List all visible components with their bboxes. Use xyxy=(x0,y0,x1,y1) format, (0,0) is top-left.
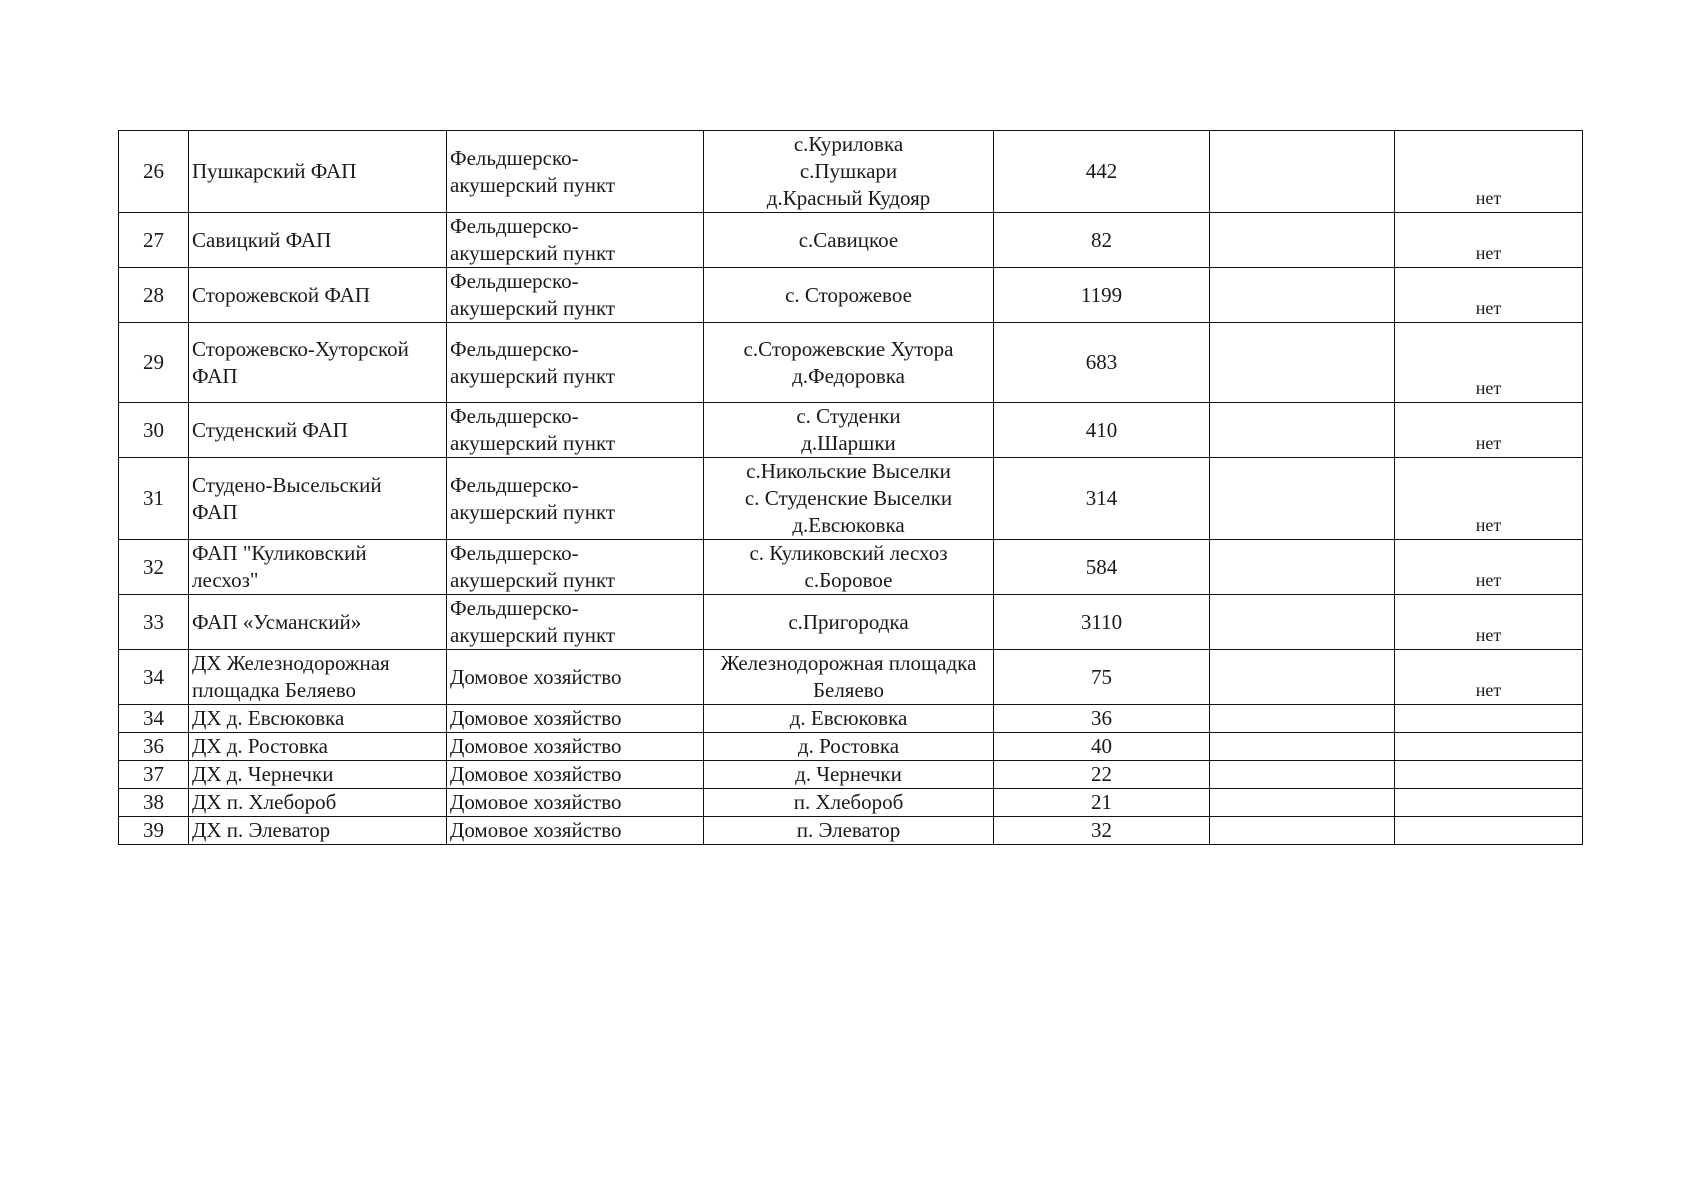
settlements xyxy=(704,213,994,268)
status-cell: нет xyxy=(1395,323,1583,403)
settlements-line: Беляево xyxy=(812,678,885,702)
empty-cell xyxy=(1210,789,1395,817)
empty-cell xyxy=(1210,733,1395,761)
settlements-line: Железнодорожная площадка xyxy=(720,651,977,675)
settlements-line: с.Пригородка xyxy=(788,609,909,634)
table-row xyxy=(119,213,1583,268)
settlements-line: с. Куликовский лесхоз xyxy=(749,541,948,565)
empty-cell xyxy=(1210,540,1395,595)
status-cell: нет xyxy=(1395,403,1583,458)
facility-name-line: Студено-Высельский xyxy=(192,472,382,497)
facility-name-line: ФАП «Усманский» xyxy=(192,609,362,634)
empty-cell xyxy=(1210,403,1395,458)
facility-type-line: акушерский пункт xyxy=(450,623,616,647)
settlements-line: с.Сторожевские Хутора xyxy=(743,336,954,361)
population-count: 442 xyxy=(994,131,1210,213)
population-count: 410 xyxy=(994,403,1210,458)
settlements-line: с.Боровое xyxy=(804,568,893,592)
facility-name-line: ДХ п. Элеватор xyxy=(192,818,331,842)
facility-type xyxy=(447,323,704,403)
facility-name-line: ФАП xyxy=(192,499,238,524)
population-count: 32 xyxy=(994,817,1210,845)
settlements-line: п. Элеватор xyxy=(796,818,901,842)
settlements-line: д.Шаршки xyxy=(801,431,896,455)
settlements xyxy=(704,131,994,213)
facility-type-line: акушерский пункт xyxy=(450,296,616,320)
facility-name xyxy=(189,403,447,458)
facility-type xyxy=(447,213,704,268)
population-count: 40 xyxy=(994,733,1210,761)
facility-type xyxy=(447,403,704,458)
facility-name-line: Студенский ФАП xyxy=(192,417,348,442)
status-cell xyxy=(1395,705,1583,733)
row-number: 29 xyxy=(119,323,189,403)
empty-cell xyxy=(1210,817,1395,845)
status-cell xyxy=(1395,817,1583,845)
table-row xyxy=(119,268,1583,323)
facility-type-line: акушерский пункт xyxy=(450,172,616,197)
facility-type-line: Домовое хозяйство xyxy=(450,664,622,689)
facility-name xyxy=(189,595,447,650)
table-row xyxy=(119,817,1583,845)
facility-name-line: Пушкарский ФАП xyxy=(192,159,357,183)
facility-name xyxy=(189,213,447,268)
facility-type-line: акушерский пункт xyxy=(450,431,616,455)
facility-type-line: Фельдшерско- xyxy=(450,472,579,497)
facility-type-line: Домовое хозяйство xyxy=(450,734,622,758)
facility-name-line: ДХ д. Евсюковка xyxy=(192,706,345,730)
facility-name xyxy=(189,323,447,403)
facility-type xyxy=(447,595,704,650)
settlements-line: д.Евсюковка xyxy=(792,513,905,537)
table-row xyxy=(119,733,1583,761)
facility-type xyxy=(447,789,704,817)
table-row xyxy=(119,705,1583,733)
table-row xyxy=(119,403,1583,458)
table-row xyxy=(119,540,1583,595)
population-count: 584 xyxy=(994,540,1210,595)
facilities-table xyxy=(118,130,1583,845)
empty-cell xyxy=(1210,761,1395,789)
table-row xyxy=(119,650,1583,705)
facility-type-line: Фельдшерско- xyxy=(450,336,579,361)
settlements-line: д. Ростовка xyxy=(797,734,900,758)
facility-name xyxy=(189,268,447,323)
facility-name xyxy=(189,761,447,789)
row-number: 30 xyxy=(119,403,189,458)
table-body xyxy=(119,131,1583,845)
population-count: 314 xyxy=(994,458,1210,540)
facility-type-line: Фельдшерско- xyxy=(450,214,579,238)
facility-name-line: ДХ д. Ростовка xyxy=(192,734,328,758)
settlements xyxy=(704,540,994,595)
facility-type xyxy=(447,817,704,845)
table-row xyxy=(119,761,1583,789)
settlements xyxy=(704,595,994,650)
status-cell xyxy=(1395,733,1583,761)
facility-name xyxy=(189,789,447,817)
settlements-line: с.Куриловка xyxy=(793,132,904,156)
empty-cell xyxy=(1210,131,1395,213)
facility-type xyxy=(447,458,704,540)
table-row xyxy=(119,131,1583,213)
empty-cell xyxy=(1210,213,1395,268)
facility-name xyxy=(189,705,447,733)
facility-type xyxy=(447,761,704,789)
facility-name-line: ДХ Железнодорожная xyxy=(192,651,390,675)
row-number: 26 xyxy=(119,131,189,213)
table-row xyxy=(119,323,1583,403)
settlements xyxy=(704,789,994,817)
facility-type-line: акушерский пункт xyxy=(450,499,616,524)
row-number: 39 xyxy=(119,817,189,845)
facility-type-line: Домовое хозяйство xyxy=(450,818,622,842)
empty-cell xyxy=(1210,458,1395,540)
facility-name xyxy=(189,650,447,705)
facility-name-line: лесхоз" xyxy=(192,568,259,592)
facility-name-line: площадка Беляево xyxy=(192,678,356,702)
population-count: 683 xyxy=(994,323,1210,403)
empty-cell xyxy=(1210,268,1395,323)
facility-type xyxy=(447,705,704,733)
facility-name xyxy=(189,131,447,213)
facility-name xyxy=(189,540,447,595)
settlements xyxy=(704,705,994,733)
facility-type xyxy=(447,131,704,213)
row-number: 38 xyxy=(119,789,189,817)
status-cell: нет xyxy=(1395,268,1583,323)
status-cell: нет xyxy=(1395,650,1583,705)
population-count: 21 xyxy=(994,789,1210,817)
row-number: 32 xyxy=(119,540,189,595)
facility-name-line: Савицкий ФАП xyxy=(192,227,332,252)
table-row xyxy=(119,458,1583,540)
facility-type-line: Домовое хозяйство xyxy=(450,706,622,730)
settlements-line: д.Федоровка xyxy=(792,363,905,388)
status-cell: нет xyxy=(1395,213,1583,268)
settlements-line: с. Сторожевое xyxy=(785,282,912,307)
row-number: 34 xyxy=(119,705,189,733)
empty-cell xyxy=(1210,595,1395,650)
population-count: 36 xyxy=(994,705,1210,733)
settlements-line: с.Никольские Выселки xyxy=(746,459,951,483)
population-count: 82 xyxy=(994,213,1210,268)
row-number: 27 xyxy=(119,213,189,268)
table-row xyxy=(119,789,1583,817)
status-cell xyxy=(1395,761,1583,789)
row-number: 31 xyxy=(119,458,189,540)
status-cell: нет xyxy=(1395,458,1583,540)
facility-name-line: Сторожевской ФАП xyxy=(192,282,370,307)
status-cell: нет xyxy=(1395,595,1583,650)
settlements-line: д.Красный Кудояр xyxy=(766,186,931,210)
row-number: 33 xyxy=(119,595,189,650)
population-count: 22 xyxy=(994,761,1210,789)
settlements-line: с.Савицкое xyxy=(798,227,899,252)
empty-cell xyxy=(1210,323,1395,403)
empty-cell xyxy=(1210,705,1395,733)
facility-type xyxy=(447,650,704,705)
facility-type-line: Фельдшерско- xyxy=(450,145,579,170)
settlements xyxy=(704,817,994,845)
settlements xyxy=(704,268,994,323)
row-number: 34 xyxy=(119,650,189,705)
population-count: 1199 xyxy=(994,268,1210,323)
empty-cell xyxy=(1210,650,1395,705)
table-row xyxy=(119,595,1583,650)
facility-type-line: Домовое хозяйство xyxy=(450,790,622,814)
facility-name xyxy=(189,733,447,761)
facility-type-line: Фельдшерско- xyxy=(450,596,579,620)
facility-type xyxy=(447,268,704,323)
settlements-line: с. Студенки xyxy=(796,404,901,428)
status-cell: нет xyxy=(1395,131,1583,213)
row-number: 37 xyxy=(119,761,189,789)
facility-name-line: Сторожевско-Хуторской xyxy=(192,336,409,361)
population-count: 3110 xyxy=(994,595,1210,650)
facility-type xyxy=(447,540,704,595)
facility-name-line: ДХ п. Хлебороб xyxy=(192,790,337,814)
row-number: 36 xyxy=(119,733,189,761)
facility-name xyxy=(189,458,447,540)
facility-type-line: Домовое хозяйство xyxy=(450,762,622,786)
facility-type xyxy=(447,733,704,761)
settlements-line: д. Чернечки xyxy=(795,762,902,786)
status-cell: нет xyxy=(1395,540,1583,595)
facility-type-line: акушерский пункт xyxy=(450,568,616,592)
settlements-line: с.Пушкари xyxy=(799,159,898,183)
facility-type-line: акушерский пункт xyxy=(450,363,616,388)
row-number: 28 xyxy=(119,268,189,323)
facility-type-line: Фельдшерско- xyxy=(450,269,579,293)
facility-name-line: ДХ д. Чернечки xyxy=(192,762,334,786)
settlements xyxy=(704,458,994,540)
facility-name xyxy=(189,817,447,845)
settlements xyxy=(704,650,994,705)
settlements-line: п. Хлебороб xyxy=(793,790,904,814)
settlements-line: с. Студенские Выселки xyxy=(744,486,953,510)
population-count: 75 xyxy=(994,650,1210,705)
facility-name-line: ФАП "Куликовский xyxy=(192,541,367,565)
status-cell xyxy=(1395,789,1583,817)
settlements-line: д. Евсюковка xyxy=(789,706,908,730)
settlements xyxy=(704,323,994,403)
settlements xyxy=(704,403,994,458)
facility-name-line: ФАП xyxy=(192,363,238,388)
facility-type-line: Фельдшерско- xyxy=(450,404,579,428)
facility-type-line: акушерский пункт xyxy=(450,241,616,265)
settlements xyxy=(704,733,994,761)
settlements xyxy=(704,761,994,789)
facility-type-line: Фельдшерско- xyxy=(450,541,579,565)
